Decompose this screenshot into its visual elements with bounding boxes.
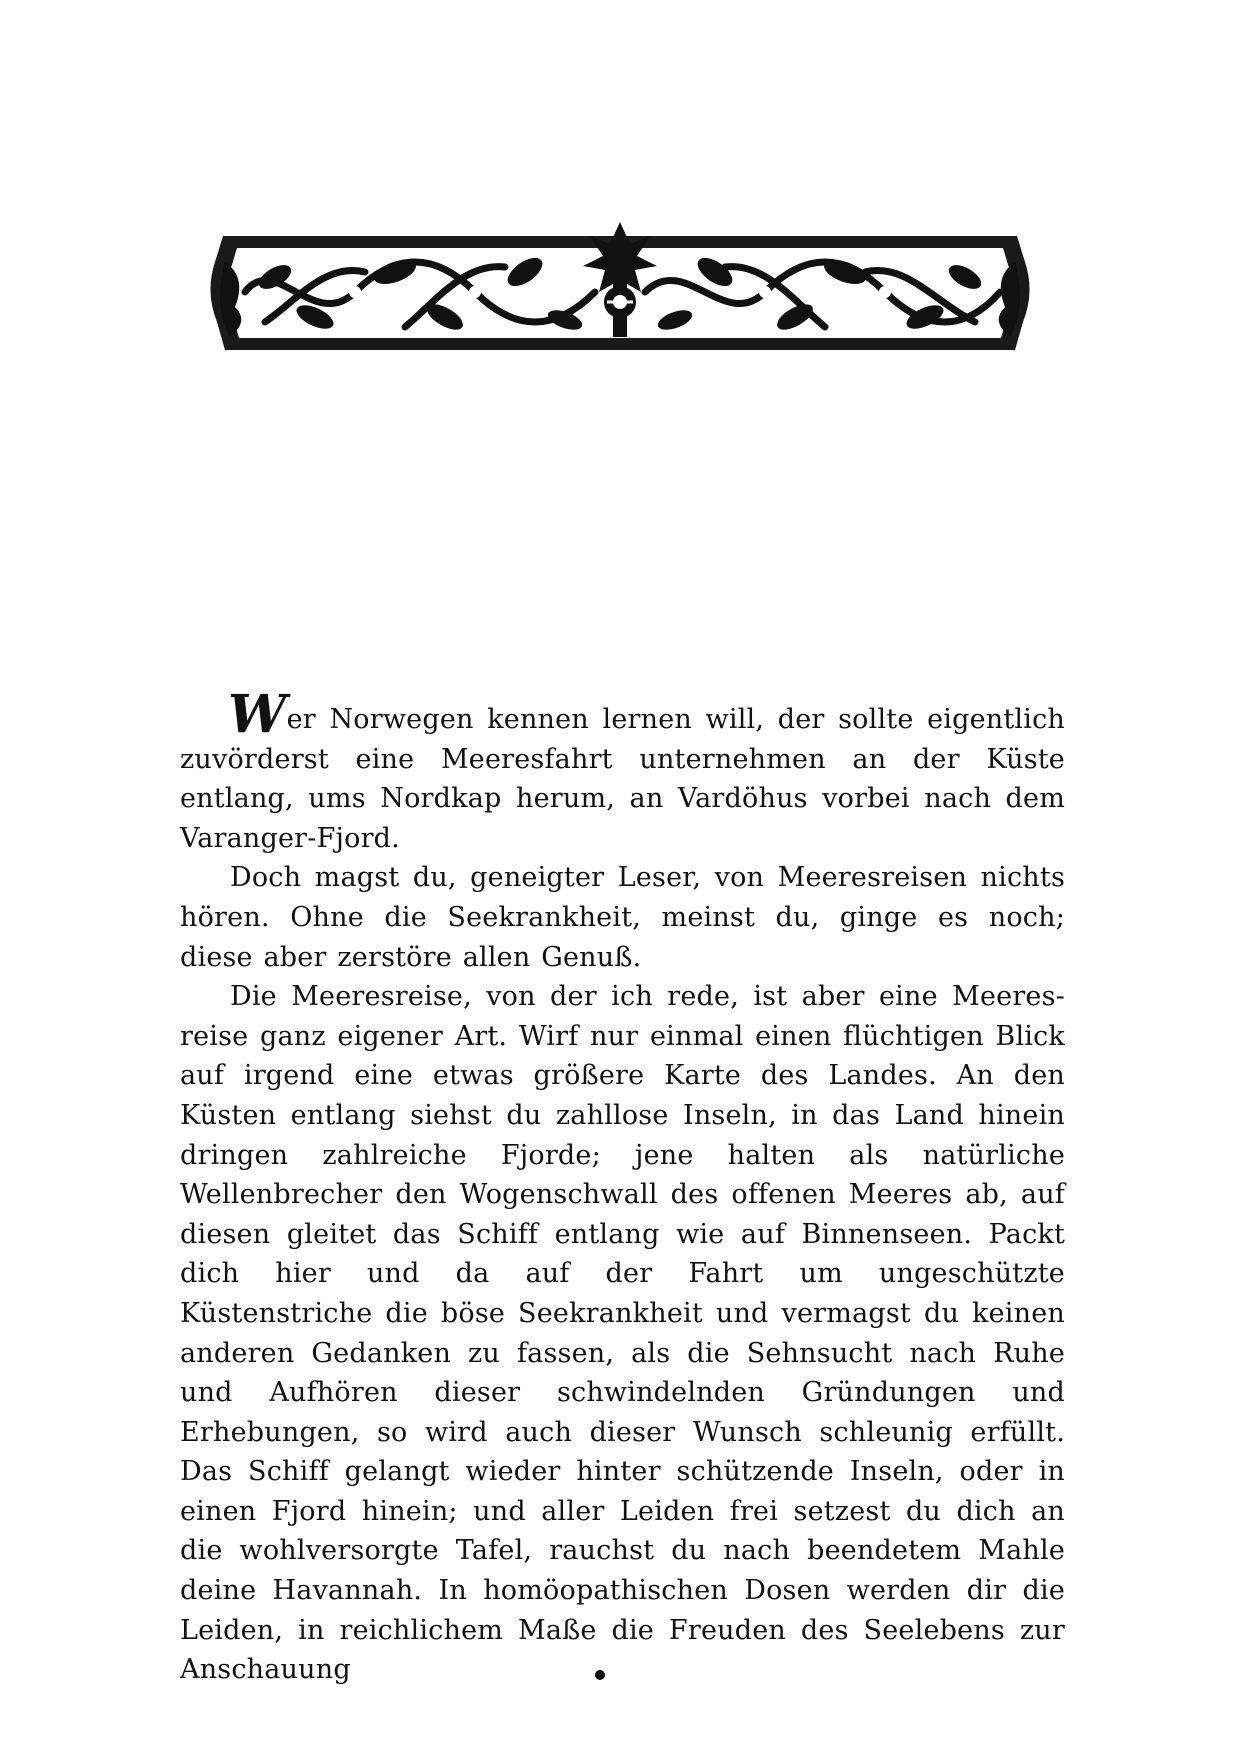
body-text — [180, 684, 1065, 1690]
paragraph-2: Doch magst du, geneigter Leser, von Meeresreisen nichts hören. Ohne die Seekrankheit, meinst du, ginge es noch; diese aber zerstöre allen Genuß. — [180, 862, 1065, 973]
page-marker-dot — [595, 1670, 605, 1680]
paragraph-1 — [180, 684, 1065, 858]
paragraph-3: Die Meeresreise, von der ich rede, ist aber eine Meeres-reise ganz eigener Art. Wirf nur einmal einen flüchtigen Blick auf irgend eine etwas größere Karte des Landes. An den Küsten entlang siehst du zahllose Inseln, in das Land hinein dringen zahlreiche Fjorde; jene halten als natürliche Wellenbrecher den Wogenschwall des offenen Meeres ab, auf diesen gleitet das Schiff entlang wie auf Binnenseen. Packt dich hier und da auf der Fahrt um ungeschützte Küstenstriche die böse Seekrankheit und vermagst du keinen anderen Gedanken zu fassen, als die Sehnsucht nach Ruhe und Aufhören dieser schwindelnden Gründungen und Erhebungen, so wird auch dieser Wunsch schleunig erfüllt. Das Schiff gelangt wieder hinter schützende Inseln, oder in einen Fjord hinein; und aller Leiden frei setzest du dich an die wohlversorgte Tafel, rauchst du nach beendetem Mahle deine Havannah. In homöopathischen Dosen werden dir die Leiden, in reichlichem Maße die Freuden des Seelebens zur Anschauung — [180, 981, 1065, 1686]
floral-scroll-headpiece-icon — [205, 222, 1035, 357]
initial-letter: W — [228, 684, 287, 745]
paragraph-1-text: er Norwegen kennen lernen will, der sollte eigentlich zuvörderst eine Meeresfahrt unternehmen an der Küste entlang, ums Nordkap herum, an Vardöhus vorbei nach dem Varanger-Fjord. — [180, 704, 1065, 854]
